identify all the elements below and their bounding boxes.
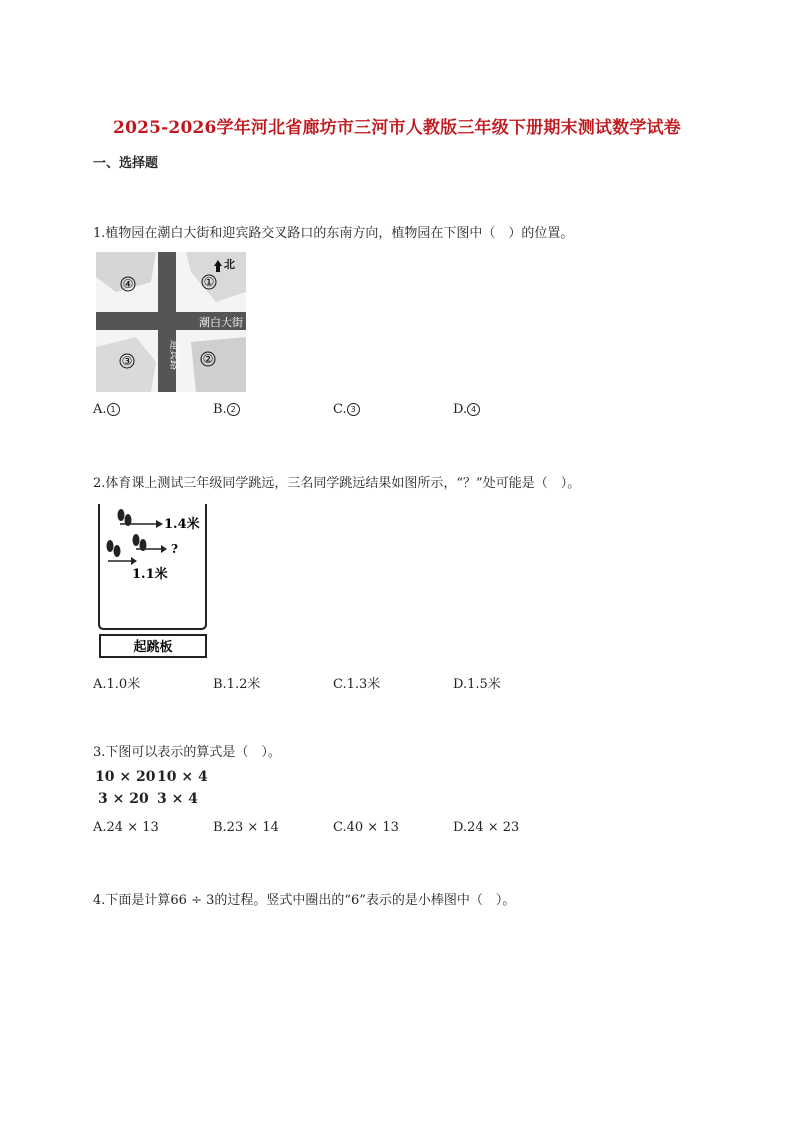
product-cell: 10 × 20 bbox=[95, 769, 156, 785]
product-cell: 3 × 20 bbox=[98, 791, 149, 807]
map-street-v: 迎宾路 bbox=[168, 340, 179, 370]
q2-option-a[interactable]: A.1.0米 bbox=[93, 677, 141, 692]
map-marker-4: ④ bbox=[122, 277, 134, 291]
jump-unknown-label: ? bbox=[171, 542, 179, 556]
q1-option-b[interactable]: B. 2 bbox=[213, 402, 240, 417]
q3-option-c[interactable]: C.40 × 13 bbox=[333, 820, 399, 835]
long-jump-figure bbox=[96, 504, 212, 660]
product-row-2 bbox=[98, 791, 198, 807]
q3-option-d[interactable]: D.24 × 23 bbox=[453, 820, 520, 835]
q2-option-c[interactable]: C.1.3米 bbox=[333, 677, 381, 692]
question-3-text: 3.下图可以表示的算式是（ ）。 bbox=[93, 745, 281, 760]
product-cell: 10 × 4 bbox=[157, 769, 208, 785]
map-street-h: 潮白大街 bbox=[199, 316, 243, 329]
q1-option-d[interactable]: D. 4 bbox=[453, 402, 480, 417]
question-4-text: 4.下面是计算66 ÷ 3的过程。竖式中圈出的“6”表示的是小棒图中（ ）。 bbox=[93, 893, 516, 908]
q2-option-b[interactable]: B.1.2米 bbox=[213, 677, 261, 692]
question-1-text: 1.植物园在潮白大街和迎宾路交叉路口的东南方向，植物园在下图中（ ）的位置。 bbox=[93, 226, 574, 241]
q1-option-a[interactable]: A. 1 bbox=[93, 402, 120, 417]
jump-top-label: 1.4米 bbox=[164, 517, 200, 532]
q3-option-a[interactable]: A.24 × 13 bbox=[93, 820, 159, 835]
map-marker-1: ① bbox=[203, 275, 215, 289]
q3-option-b[interactable]: B.23 × 14 bbox=[213, 820, 279, 835]
map-north-label: 北 bbox=[224, 258, 235, 271]
map-figure bbox=[96, 252, 246, 392]
page-title: 2025-2026学年河北省廊坊市三河市人教版三年级下册期末测试数学试卷 bbox=[113, 118, 681, 138]
product-row-1 bbox=[95, 769, 208, 785]
product-cell: 3 × 4 bbox=[157, 791, 198, 807]
jump-bottom-label: 1.1米 bbox=[132, 567, 168, 582]
question-2-text: 2.体育课上测试三年级同学跳远，三名同学跳远结果如图所示，“？”处可能是（ ）。 bbox=[93, 476, 581, 491]
q2-option-d[interactable]: D.1.5米 bbox=[453, 677, 501, 692]
q1-option-c[interactable]: C. 3 bbox=[333, 402, 360, 417]
map-marker-3: ③ bbox=[121, 354, 133, 368]
map-marker-2: ② bbox=[202, 352, 214, 366]
takeoff-board-label: 起跳板 bbox=[133, 640, 173, 655]
section-heading: 一、选择题 bbox=[93, 156, 159, 171]
